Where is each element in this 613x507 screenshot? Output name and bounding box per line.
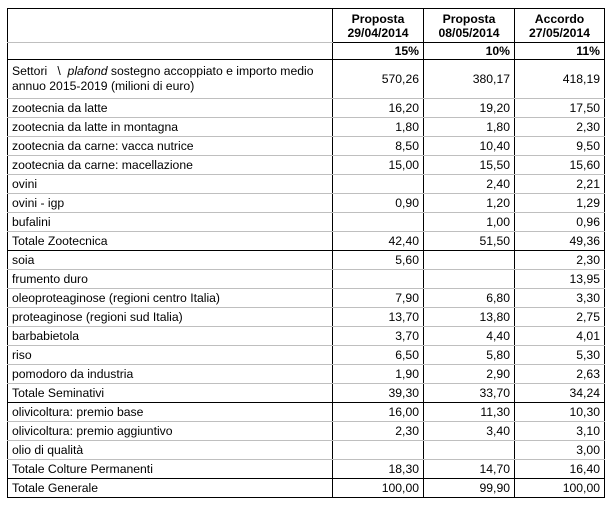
header-row: [8, 9, 605, 43]
row-value-2: 51,50: [424, 232, 515, 251]
header-col-2-date: 08/05/2014: [438, 25, 500, 40]
row-value-1: 3,70: [333, 327, 424, 346]
row-value-1: 2,30: [333, 422, 424, 441]
row-value-1: [333, 175, 424, 194]
total-row: [8, 384, 605, 403]
row-value-2: 5,80: [424, 346, 515, 365]
table-row: [8, 403, 605, 422]
row-value-1: 16,00: [333, 403, 424, 422]
row-value-3: 3,10: [515, 422, 605, 441]
row-label: zootecnia da carne: vacca nutrice: [8, 137, 333, 156]
row-value-1: 39,30: [333, 384, 424, 403]
header-col-3-title: Accordo: [534, 11, 585, 26]
row-value-1: 7,90: [333, 289, 424, 308]
total-row: [8, 460, 605, 479]
row-value-2: 99,90: [424, 479, 515, 498]
row-value-3: 2,75: [515, 308, 605, 327]
row-label: olivicoltura: premio aggiuntivo: [8, 422, 333, 441]
percentage-row: [8, 43, 605, 60]
pct-col-2: 10%: [424, 43, 515, 60]
row-value-2: 19,20: [424, 99, 515, 118]
coupled-support-table-container: [7, 8, 605, 498]
row-label: riso: [8, 346, 333, 365]
row-value-2: 1,00: [424, 213, 515, 232]
row-label: ovini - igp: [8, 194, 333, 213]
row-value-1: 13,70: [333, 308, 424, 327]
total-row: [8, 232, 605, 251]
row-label: zootecnia da latte in montagna: [8, 118, 333, 137]
row-value-2: 3,40: [424, 422, 515, 441]
table-row: [8, 99, 605, 118]
row-value-3: 100,00: [515, 479, 605, 498]
row-value-3: 13,95: [515, 270, 605, 289]
header-corner-cell: [8, 9, 333, 43]
row-value-2: 10,40: [424, 137, 515, 156]
plafond-label-italic: plafond: [67, 64, 108, 78]
plafond-value-3: 418,19: [515, 60, 605, 99]
row-value-1: [333, 270, 424, 289]
row-label: olio di qualità: [8, 441, 333, 460]
row-label: olivicoltura: premio base: [8, 403, 333, 422]
row-value-1: 42,40: [333, 232, 424, 251]
row-value-3: 2,21: [515, 175, 605, 194]
table-row: [8, 156, 605, 175]
row-value-3: 9,50: [515, 137, 605, 156]
pct-col-1: 15%: [333, 43, 424, 60]
row-label: zootecnia da carne: macellazione: [8, 156, 333, 175]
row-label: oleoproteaginose (regioni centro Italia): [8, 289, 333, 308]
header-col-1-title: Proposta: [351, 11, 405, 26]
row-value-3: 0,96: [515, 213, 605, 232]
row-value-3: 10,30: [515, 403, 605, 422]
table-row: [8, 327, 605, 346]
row-value-2: 13,80: [424, 308, 515, 327]
row-label: proteaginose (regioni sud Italia): [8, 308, 333, 327]
row-value-3: 1,29: [515, 194, 605, 213]
row-value-1: [333, 213, 424, 232]
row-value-3: 4,01: [515, 327, 605, 346]
plafond-value-1: 570,26: [333, 60, 424, 99]
row-value-3: 17,50: [515, 99, 605, 118]
plafond-label: [8, 60, 333, 99]
header-col-2: [424, 9, 515, 43]
row-value-2: 1,80: [424, 118, 515, 137]
table-row: [8, 118, 605, 137]
row-value-3: 15,60: [515, 156, 605, 175]
row-label: ovini: [8, 175, 333, 194]
plafond-value-2: 380,17: [424, 60, 515, 99]
row-value-3: 49,36: [515, 232, 605, 251]
row-value-2: 33,70: [424, 384, 515, 403]
row-value-2: 2,40: [424, 175, 515, 194]
pct-col-3: 11%: [515, 43, 605, 60]
table-row: [8, 213, 605, 232]
plafond-label-suffix: sostegno accoppiato e importo medio annuo 2015-2019 (milioni di euro): [12, 64, 314, 93]
row-value-1: [333, 441, 424, 460]
row-value-2: 11,30: [424, 403, 515, 422]
row-value-1: 8,50: [333, 137, 424, 156]
row-value-2: 1,20: [424, 194, 515, 213]
row-value-1: 100,00: [333, 479, 424, 498]
row-value-3: 2,30: [515, 118, 605, 137]
row-value-1: 5,60: [333, 251, 424, 270]
row-label: soia: [8, 251, 333, 270]
header-col-1: [333, 9, 424, 43]
table-row: [8, 441, 605, 460]
row-value-1: 0,90: [333, 194, 424, 213]
table-row: [8, 270, 605, 289]
row-value-3: 3,00: [515, 441, 605, 460]
row-value-2: [424, 251, 515, 270]
total-row: [8, 479, 605, 498]
table-row: [8, 137, 605, 156]
row-label: zootecnia da latte: [8, 99, 333, 118]
row-value-1: 18,30: [333, 460, 424, 479]
plafond-label-prefix: Settori \: [12, 64, 68, 78]
row-value-3: 3,30: [515, 289, 605, 308]
table-row: [8, 289, 605, 308]
row-value-3: 16,40: [515, 460, 605, 479]
row-value-2: 14,70: [424, 460, 515, 479]
table-row: [8, 365, 605, 384]
row-value-1: 6,50: [333, 346, 424, 365]
row-label: Totale Zootecnica: [8, 232, 333, 251]
row-value-1: 1,90: [333, 365, 424, 384]
row-value-1: 15,00: [333, 156, 424, 175]
row-value-2: 2,90: [424, 365, 515, 384]
row-label: frumento duro: [8, 270, 333, 289]
header-col-2-title: Proposta: [442, 11, 496, 26]
header-col-3: [515, 9, 605, 43]
row-label: bufalini: [8, 213, 333, 232]
table-row: [8, 175, 605, 194]
row-label: Totale Generale: [8, 479, 333, 498]
row-label: barbabietola: [8, 327, 333, 346]
row-value-2: 6,80: [424, 289, 515, 308]
row-value-1: 16,20: [333, 99, 424, 118]
table-row: [8, 251, 605, 270]
row-value-3: 2,30: [515, 251, 605, 270]
header-col-1-date: 29/04/2014: [347, 25, 409, 40]
row-value-3: 5,30: [515, 346, 605, 365]
plafond-row: [8, 60, 605, 99]
table-row: [8, 194, 605, 213]
row-value-2: 4,40: [424, 327, 515, 346]
row-label: Totale Seminativi: [8, 384, 333, 403]
table-row: [8, 308, 605, 327]
row-value-2: [424, 441, 515, 460]
row-value-1: 1,80: [333, 118, 424, 137]
row-value-2: 15,50: [424, 156, 515, 175]
row-value-2: [424, 270, 515, 289]
row-label: Totale Colture Permanenti: [8, 460, 333, 479]
row-value-3: 34,24: [515, 384, 605, 403]
table-row: [8, 346, 605, 365]
row-label: pomodoro da industria: [8, 365, 333, 384]
percentage-corner-cell: [8, 43, 333, 60]
coupled-support-table: [7, 8, 605, 498]
table-row: [8, 422, 605, 441]
header-col-3-date: 27/05/2014: [529, 25, 590, 40]
row-value-3: 2,63: [515, 365, 605, 384]
